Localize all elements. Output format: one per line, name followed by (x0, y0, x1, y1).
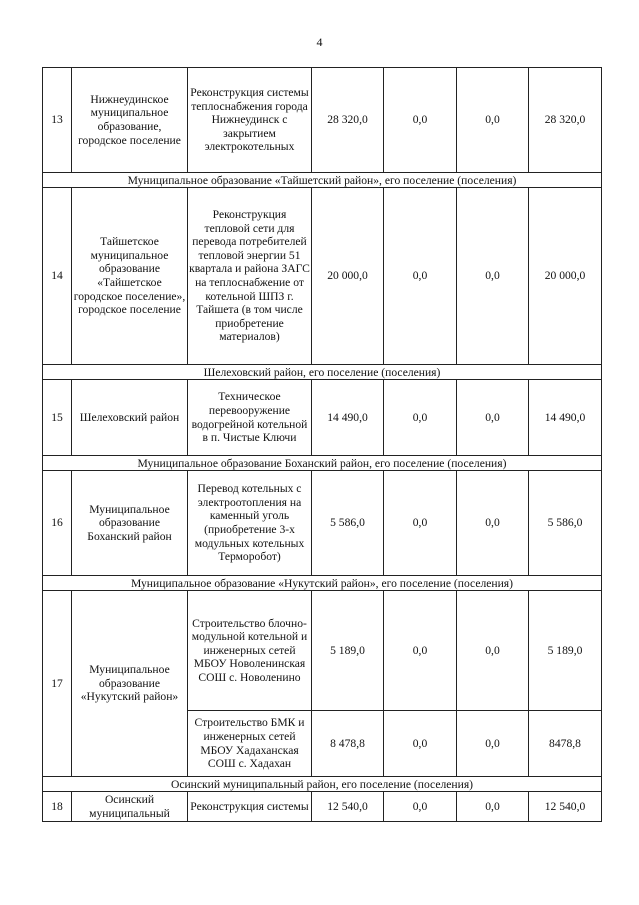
municipality-cell: Муниципальное образование «Нукутский район» (72, 591, 188, 777)
section-title: Шелеховский район, его поселение (поселения) (43, 365, 602, 380)
total-cell: 8 478,8 (312, 711, 384, 777)
value-cell: 0,0 (384, 591, 457, 711)
total-cell: 5 586,0 (312, 471, 384, 576)
total-cell: 8478,8 (529, 711, 602, 777)
section-row (43, 365, 602, 380)
value-cell: 0,0 (457, 68, 529, 173)
value-cell: 0,0 (457, 792, 529, 822)
value-cell: 0,0 (384, 188, 457, 365)
page-number: 4 (316, 35, 323, 49)
row-number: 17 (43, 591, 72, 777)
table-row (43, 471, 602, 576)
total-cell: 20 000,0 (529, 188, 602, 365)
municipality-cell: Муниципальное образование Боханский район (72, 471, 188, 576)
project-cell: Техническое перевооружение водогрейной котельной в п. Чистые Ключи (188, 380, 312, 456)
total-cell: 28 320,0 (529, 68, 602, 173)
section-title: Муниципальное образование «Тайшетский район», его поселение (поселения) (43, 173, 602, 188)
table-row (43, 591, 602, 711)
value-cell: 0,0 (457, 380, 529, 456)
municipality-cell: Нижнеудинское муниципальное образование, городское поселение (72, 68, 188, 173)
section-row (43, 456, 602, 471)
value-cell: 0,0 (457, 188, 529, 365)
total-cell: 5 586,0 (529, 471, 602, 576)
value-cell: 0,0 (457, 711, 529, 777)
total-cell: 14 490,0 (529, 380, 602, 456)
project-cell: Реконструкция системы теплоснабжения города Нижнеудинск с закрытием электрокотельных (188, 68, 312, 173)
total-cell: 5 189,0 (529, 591, 602, 711)
value-cell: 0,0 (457, 591, 529, 711)
budget-table (42, 67, 602, 822)
municipality-cell: Осинский муниципальный (72, 792, 188, 822)
row-number: 13 (43, 68, 72, 173)
project-cell: Строительство БМК и инженерных сетей МБОУ Хадаханская СОШ с. Хадахан (188, 711, 312, 777)
value-cell: 0,0 (384, 68, 457, 173)
value-cell: 0,0 (384, 380, 457, 456)
project-cell: Реконструкция системы (188, 792, 312, 822)
municipality-cell: Шелеховский район (72, 380, 188, 456)
table-row (43, 380, 602, 456)
table-row (43, 68, 602, 173)
row-number: 14 (43, 188, 72, 365)
row-number: 15 (43, 380, 72, 456)
total-cell: 20 000,0 (312, 188, 384, 365)
value-cell: 0,0 (384, 471, 457, 576)
municipality-cell: Тайшетское муниципальное образование «Тайшетское городское поселение», городское поселение (72, 188, 188, 365)
row-number: 18 (43, 792, 72, 822)
table-row (43, 188, 602, 365)
project-cell: Перевод котельных с электроотопления на каменный уголь (приобретение 3-х модульных котельных Терморобот) (188, 471, 312, 576)
total-cell: 12 540,0 (529, 792, 602, 822)
section-row (43, 576, 602, 591)
section-title: Осинский муниципальный район, его поселение (поселения) (43, 777, 602, 792)
project-cell: Строительство блочно-модульной котельной и инженерных сетей МБОУ Новоленинская СОШ с. Новоленино (188, 591, 312, 711)
section-title: Муниципальное образование «Нукутский район», его поселение (поселения) (43, 576, 602, 591)
total-cell: 14 490,0 (312, 380, 384, 456)
value-cell: 0,0 (384, 711, 457, 777)
section-row (43, 777, 602, 792)
value-cell: 0,0 (384, 792, 457, 822)
total-cell: 12 540,0 (312, 792, 384, 822)
row-number: 16 (43, 471, 72, 576)
table-row (43, 792, 602, 822)
project-cell: Реконструкция тепловой сети для перевода потребителей тепловой энергии 51 квартала и района ЗАГС на теплоснабжение от котельной ШПЗ г. Тайшета (в том числе приобретение материалов) (188, 188, 312, 365)
value-cell: 0,0 (457, 471, 529, 576)
total-cell: 28 320,0 (312, 68, 384, 173)
section-row (43, 173, 602, 188)
total-cell: 5 189,0 (312, 591, 384, 711)
section-title: Муниципальное образование Боханский район, его поселение (поселения) (43, 456, 602, 471)
